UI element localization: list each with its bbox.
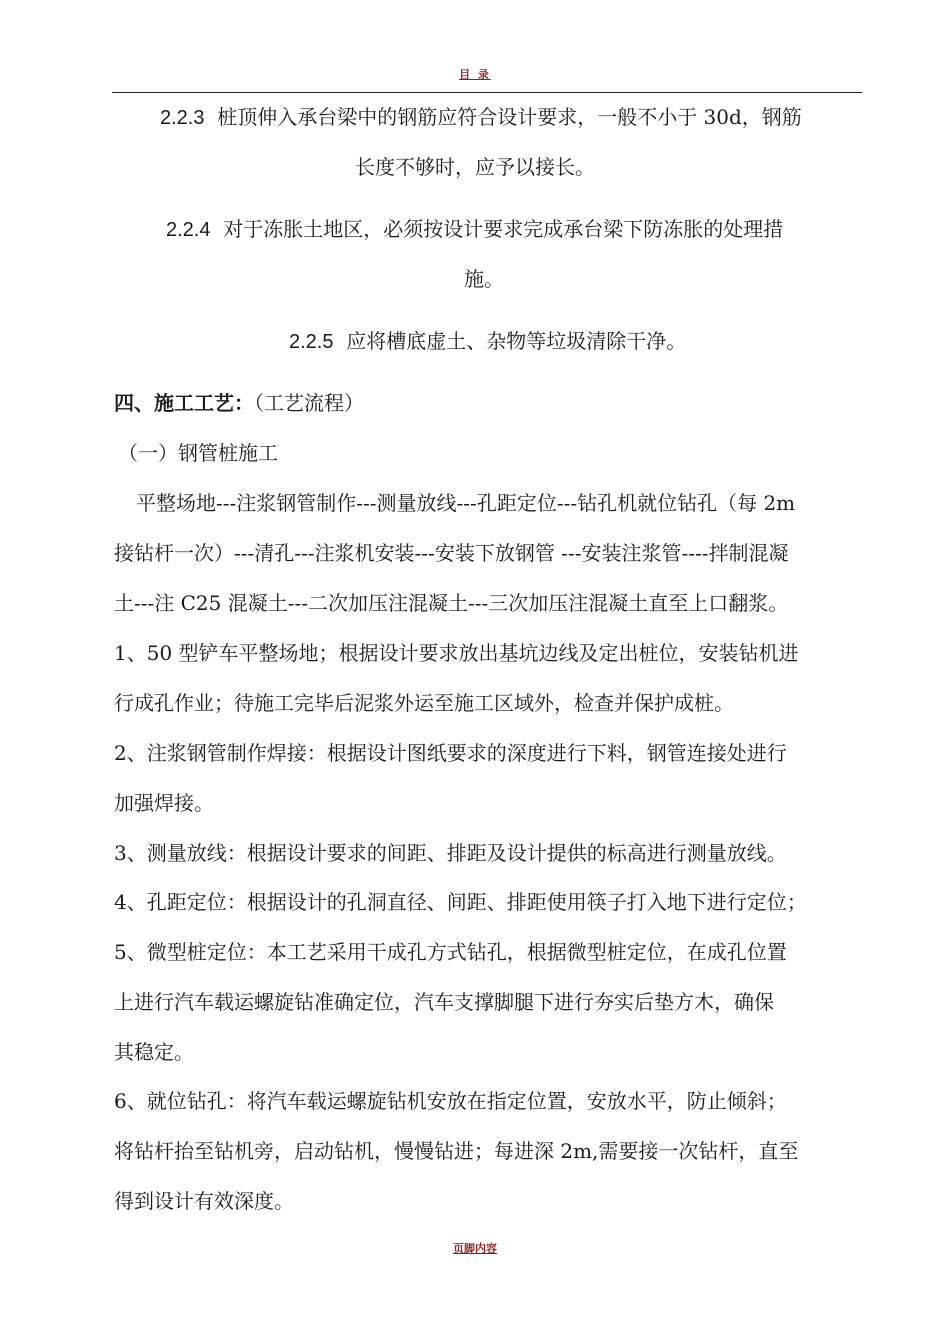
item-line: 6、就位钻孔：将汽车载运螺旋钻机安放在指定位置，安放水平，防止倾斜； (114, 1089, 787, 1113)
item-line: 上进行汽车载运螺旋钻准确定位，汽车支撑脚腿下进行夯实后垫方木，确保 (114, 990, 774, 1014)
heading-bold: 四、施工工艺： (114, 391, 254, 415)
item-line: 2、注浆钢管制作焊接：根据设计图纸要求的深度进行下料，钢管连接处进行 (114, 741, 787, 765)
subheading-steel-pipe-pile: （一）钢管桩施工 (118, 441, 278, 465)
page-header: 目 录 (459, 68, 491, 81)
section-2-2-3-line1 (160, 104, 802, 131)
item-line: 5、微型桩定位：本工艺采用干成孔方式钻孔，根据微型桩定位，在成孔位置 (114, 940, 787, 964)
section-text: 应将槽底虚土、杂物等垃圾清除干净。 (346, 329, 687, 353)
item-line: 其稳定。 (114, 1040, 194, 1064)
section-number: 2.2.5 (289, 331, 334, 353)
item-line: 1、50 型铲车平整场地；根据设计要求放出基坑边线及定出桩位，安装钻机进 (114, 641, 799, 665)
section-2-2-4-line2: 施。 (464, 267, 504, 291)
flow-line: 平整场地---注浆钢管制作---测量放线---孔距定位---钻孔机就位钻孔（每 2m (136, 491, 796, 515)
item-line: 得到设计有效深度。 (114, 1189, 294, 1213)
item-line: 行成孔作业；待施工完毕后泥浆外运至施工区域外，检查并保护成桩。 (114, 691, 734, 715)
section-text: 对于冻胀土地区，必须按设计要求完成承台梁下防冻胀的处理措 (223, 217, 784, 241)
heading-note: （工艺流程） (254, 391, 364, 415)
section-2-2-3-line2: 长度不够时，应予以接长。 (355, 155, 595, 179)
section-number: 2.2.3 (160, 107, 205, 129)
page-footer: 页脚内容 (453, 1242, 497, 1255)
flow-line: 土---注 C25 混凝土---二次加压注混凝土---三次加压注混凝土直至上口翻浆。 (114, 591, 789, 615)
item-line: 将钻杆抬至钻机旁，启动钻机，慢慢钻进；每进深 2m,需要接一次钻杆，直至 (114, 1139, 799, 1163)
heading-construction-process (114, 390, 364, 416)
item-line: 加强焊接。 (114, 791, 214, 815)
section-2-2-5 (289, 328, 686, 355)
section-text: 桩顶伸入承台梁中的钢筋应符合设计要求，一般不小于 30d，钢筋 (217, 105, 802, 129)
flow-line: 接钻杆一次）---清孔---注浆机安装---安装下放钢管 ---安装注浆管----拌制混凝 (114, 541, 789, 565)
header-divider (112, 92, 862, 93)
item-line: 3、测量放线：根据设计要求的间距、排距及设计提供的标高进行测量放线。 (114, 841, 787, 865)
section-number: 2.2.4 (166, 219, 211, 241)
section-2-2-4-line1 (166, 216, 783, 243)
item-line: 4、孔距定位：根据设计的孔洞直径、间距、排距使用筷子打入地下进行定位； (114, 890, 807, 914)
